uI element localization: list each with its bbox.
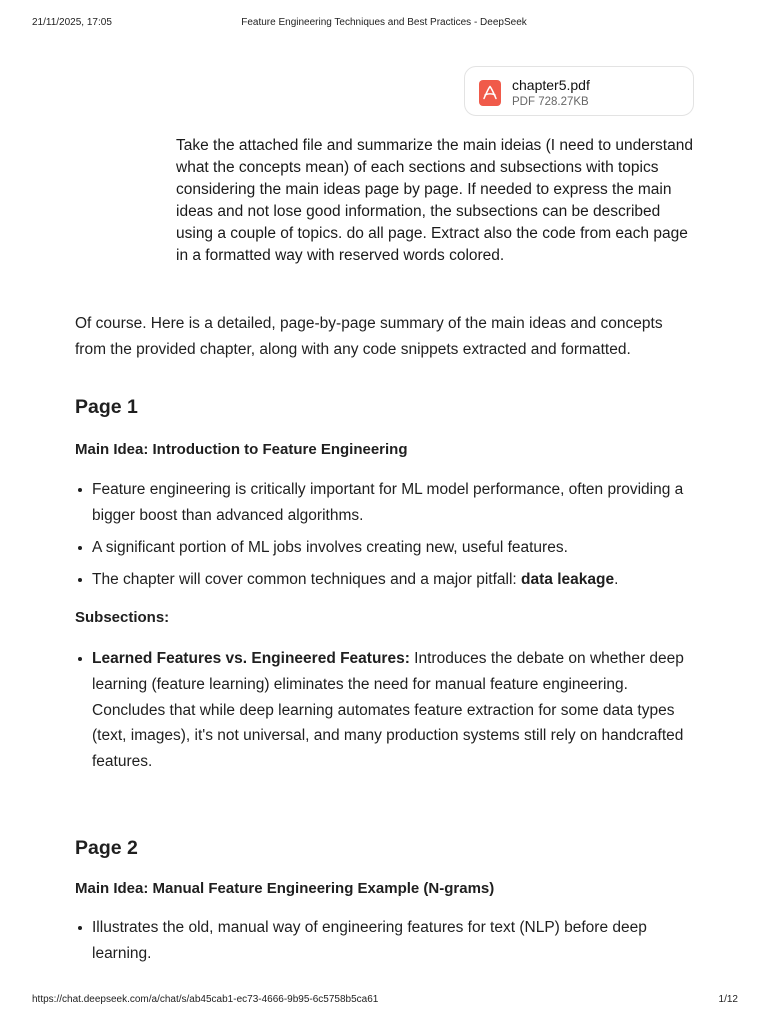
subsections-heading: Subsections: [75, 609, 170, 627]
bullet-icon [78, 657, 82, 661]
bullet-icon [78, 488, 82, 492]
main-idea-heading: Main Idea: Introduction to Feature Engineering [75, 441, 408, 458]
list-item-text: Illustrates the old, manual way of engineering features for text (NLP) before deep learning. [92, 919, 647, 962]
bold-term: data leakage [521, 570, 615, 588]
list-item [92, 535, 695, 561]
subsection-bullet-list [75, 646, 695, 774]
bullet-icon [78, 578, 82, 582]
bullet-icon [78, 546, 82, 550]
print-page-title: Feature Engineering Techniques and Best Practices - DeepSeek [241, 17, 527, 28]
pdf-file-icon [479, 80, 501, 106]
print-datetime: 21/11/2025, 17:05 [32, 17, 112, 28]
list-item [92, 646, 695, 774]
list-item-suffix: . [614, 570, 619, 588]
list-item-text: Feature engineering is critically important for ML model performance, often providing a bigger boost than advanced algorithms. [92, 481, 684, 524]
bold-term: Learned Features vs. Engineered Features: [92, 650, 410, 668]
user-message: Take the attached file and summarize the main ideias (I need to understand what the concepts mean) of each sections and subsections with topics considering the main ideas page by page. If needed to express the main ideas and not lose good information, the subsections can be described using a couple of topics. do all page. Extract also the code from each page in a formatted way with reserved words colored. [176, 137, 693, 264]
response-intro: Of course. Here is a detailed, page-by-page summary of the main ideas and concepts from the provided chapter, along with any code snippets extracted and formatted. [75, 315, 663, 358]
section-heading-page2: Page 2 [75, 837, 138, 860]
assistant-response [75, 311, 695, 967]
print-header [0, 14, 768, 32]
attachment-file-meta: PDF 728.27KB [512, 96, 589, 108]
list-item-text: A significant portion of ML jobs involves creating new, useful features. [92, 538, 568, 556]
bullet-icon [78, 926, 82, 930]
print-url: https://chat.deepseek.com/a/chat/s/ab45cab1-ec73-4666-9b95-6c5758b5ca61 [32, 994, 379, 1005]
section-heading-page1: Page 1 [75, 396, 138, 418]
print-page-number: 1/12 [718, 994, 738, 1005]
page2-bullet-list [75, 915, 695, 966]
page1-bullet-list [75, 477, 695, 592]
list-item-text: Introduces the debate on whether deep learning (feature learning) eliminates the need for manual feature engineering. Concludes that while deep learning automates feature extraction for some data types (text, images), it's not universal, and many production systems still rely on handcrafted features. [92, 650, 684, 770]
main-idea-heading: Main Idea: Manual Feature Engineering Example (N-grams) [75, 880, 495, 898]
print-footer [0, 992, 768, 1008]
list-item [92, 567, 695, 593]
attachment-file-name: chapter5.pdf [512, 77, 590, 93]
attachment-card[interactable] [464, 66, 694, 116]
list-item-text: The chapter will cover common techniques and a major pitfall: [92, 570, 522, 588]
list-item [92, 477, 695, 528]
list-item [92, 915, 695, 966]
